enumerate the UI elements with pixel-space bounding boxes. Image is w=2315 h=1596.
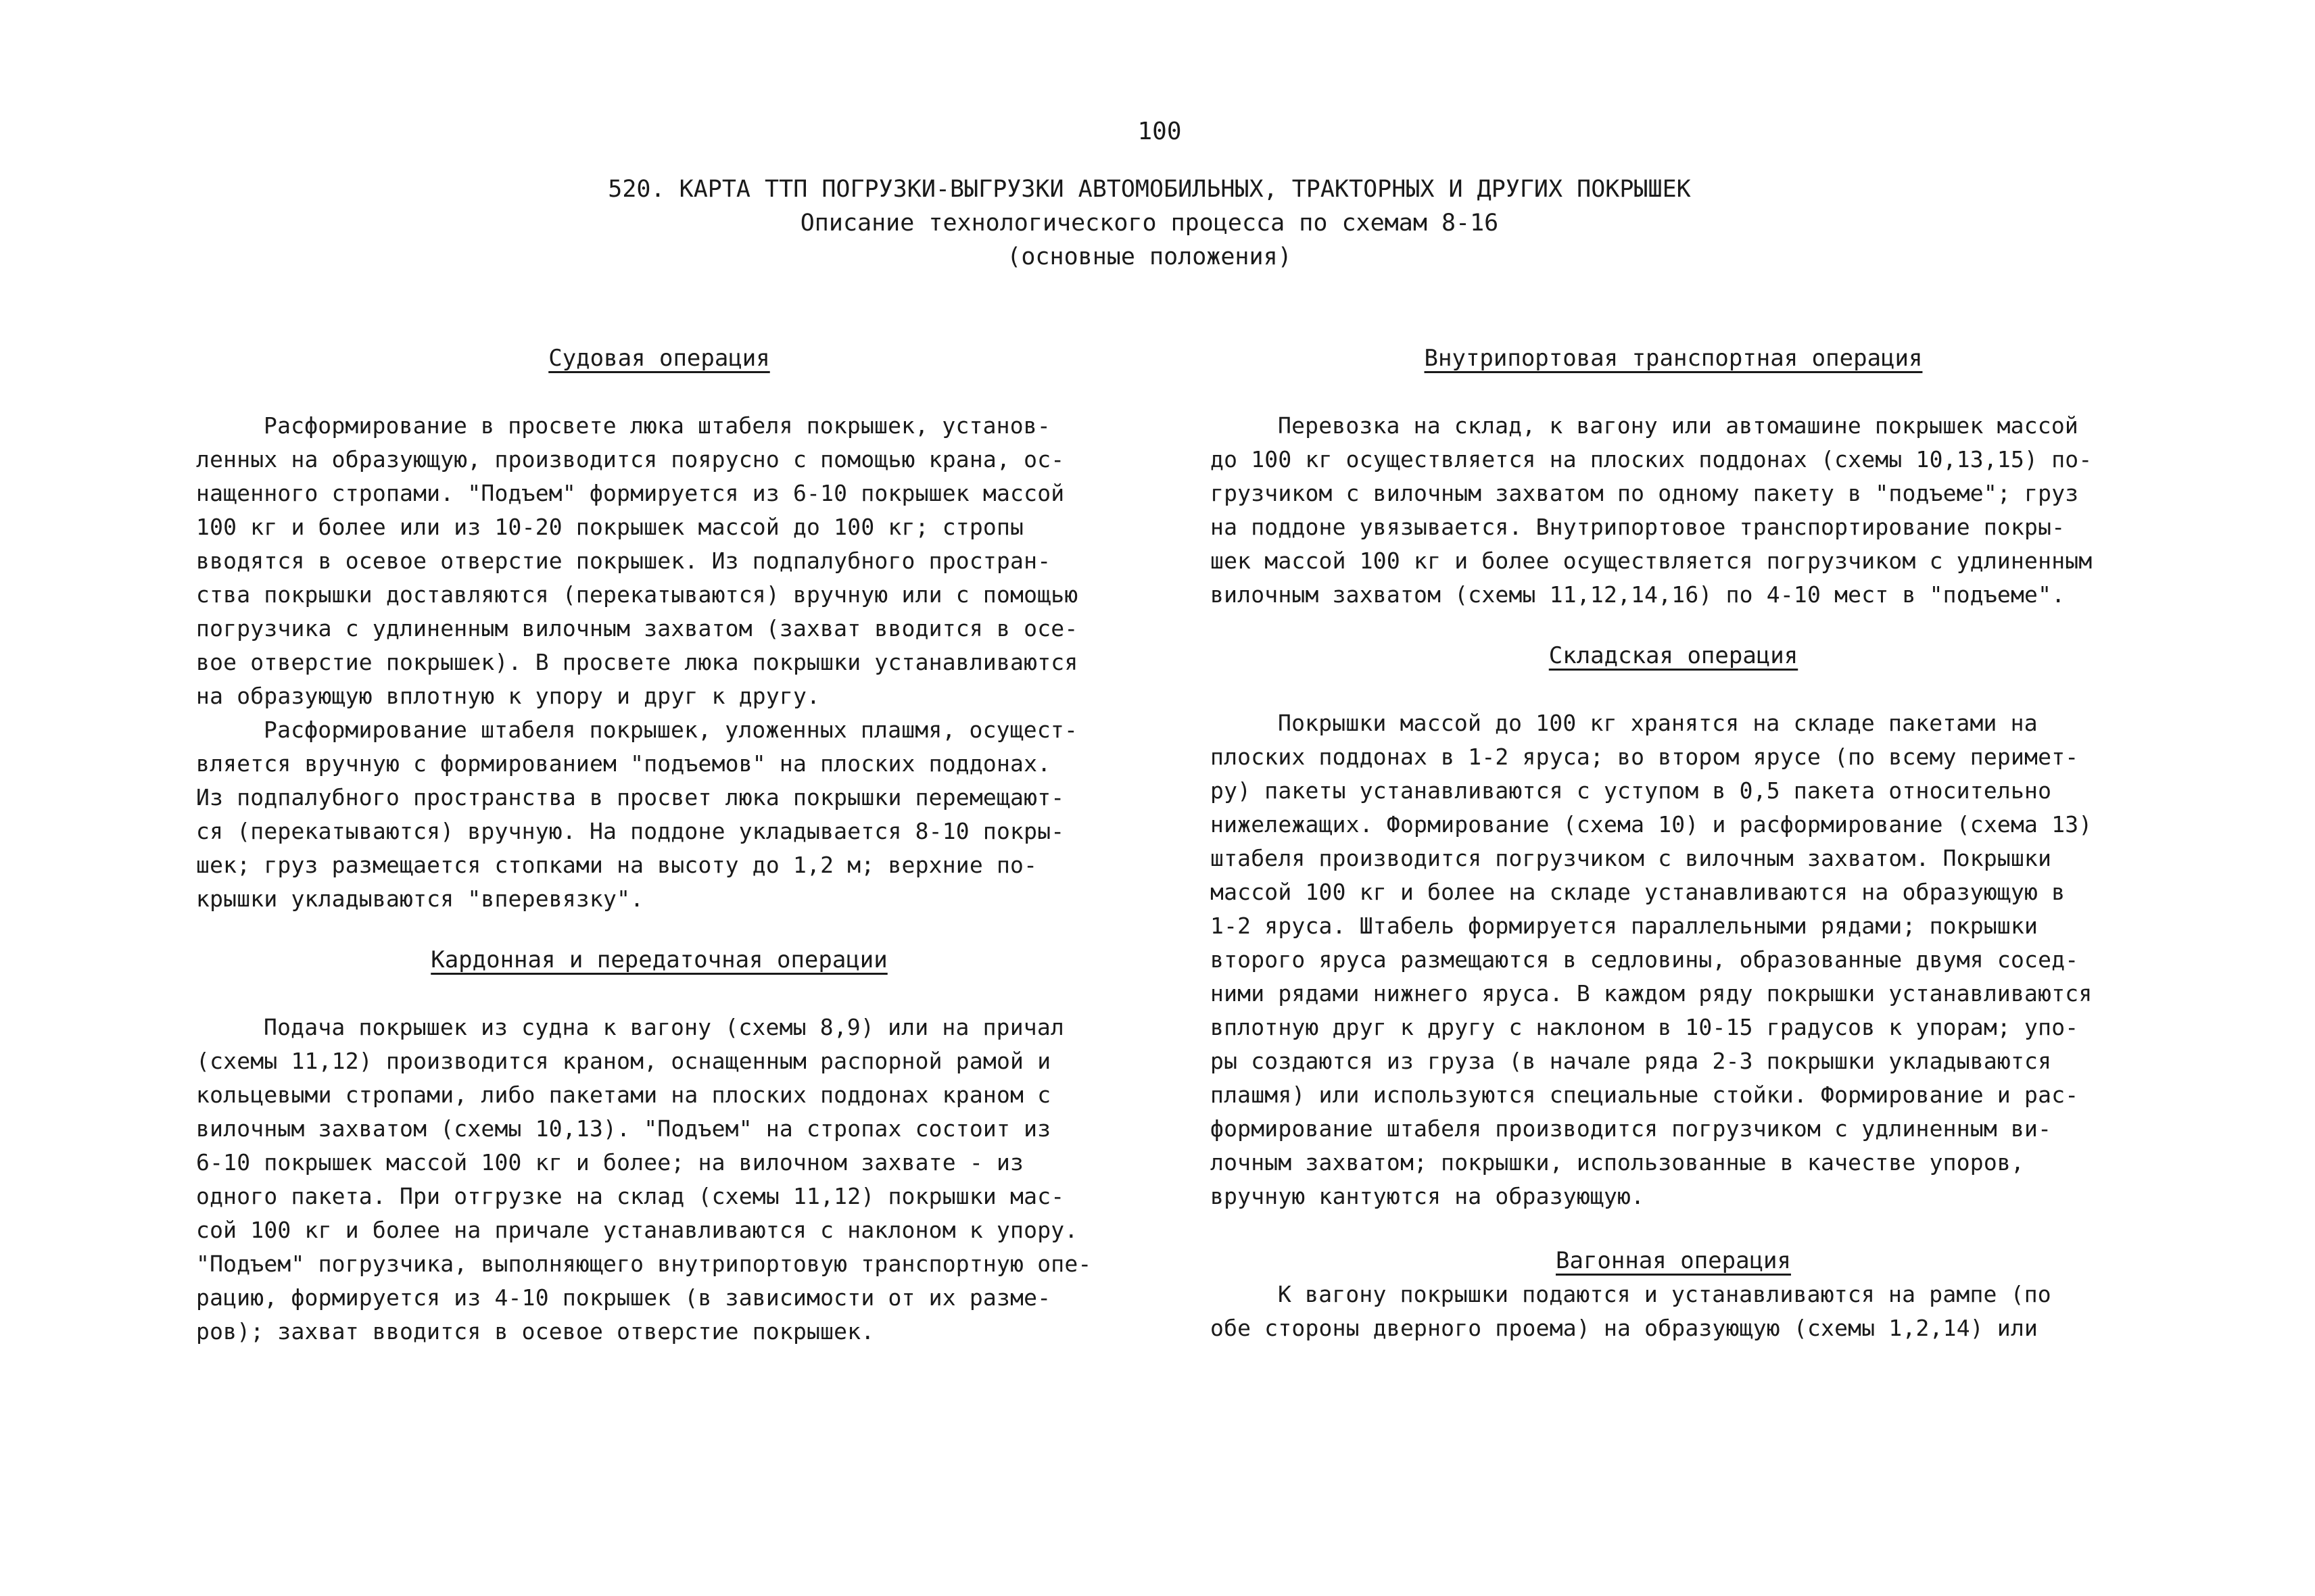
section-heading-warehouse: Складская операция: [1548, 642, 1798, 669]
paragraph-line: вплотную друг к другу с наклоном в 10-15 градусов к упорам; упо-: [1210, 1014, 2079, 1040]
paragraph-line: одного пакета. При отгрузке на склад (схемы 11,12) покрышки мас-: [196, 1183, 1065, 1209]
document-subtitle: Описание технологического процесса по схемам 8-16: [800, 210, 1499, 237]
paragraph-line: Покрышки массой до 100 кг хранятся на складе пакетами на: [1278, 710, 2038, 736]
paragraph-line: лочным захватом; покрышки, использованные в качестве упоров,: [1210, 1149, 2025, 1176]
paragraph-line: кольцевыми стропами, либо пакетами на плоских поддонах краном с: [196, 1082, 1051, 1108]
paragraph-line: нащенного стропами. "Подъем" формируется из 6-10 покрышек массой: [196, 480, 1065, 506]
paragraph-line: сой 100 кг и более на причале устанавливаются с наклоном к упору.: [196, 1217, 1078, 1243]
paragraph-line: ры создаются из груза (в начале ряда 2-3 покрышки укладываются: [1210, 1048, 2052, 1074]
paragraph-line: 1-2 яруса. Штабель формируется параллельными рядами; покрышки: [1210, 913, 2038, 939]
section-heading-transfer: Кардонная и передаточная операции: [431, 946, 888, 973]
paragraph-line: до 100 кг осуществляется на плоских поддонах (схемы 10,13,15) по-: [1210, 446, 2093, 473]
paragraph-line: рацию, формируется из 4-10 покрышек (в зависимости от их разме-: [196, 1284, 1051, 1311]
paragraph-line: вручную кантуются на образующую.: [1210, 1183, 1645, 1209]
paragraph-line: ся (перекатываются) вручную. На поддоне укладывается 8-10 покры-: [196, 818, 1065, 844]
paragraph-line: шек массой 100 кг и более осуществляется погрузчиком с удлиненным: [1210, 548, 2093, 574]
paragraph-line: вое отверстие покрышек). В просвете люка покрышки устанавливаются: [196, 649, 1078, 675]
paragraph-line: вляется вручную с формированием "подъемов" на плоских поддонах.: [196, 750, 1051, 777]
paragraph-line: на образующую вплотную к упору и друг к другу.: [196, 683, 821, 709]
paragraph-line: ленных на образующую, производится поярусно с помощью крана, ос-: [196, 446, 1065, 473]
paragraph-line: погрузчика с удлиненным вилочным захватом (захват вводится в осе-: [196, 615, 1078, 642]
paragraph-line: ру) пакеты устанавливаются с уступом в 0,5 пакета относительно: [1210, 777, 2052, 804]
paragraph-line: ров); захват вводится в осевое отверстие покрышек.: [196, 1318, 875, 1345]
paragraph-line: обе стороны дверного проема) на образующую (схемы 1,2,14) или: [1210, 1315, 2038, 1341]
paragraph-line: ства покрышки доставляются (перекатываются) вручную или с помощью: [196, 581, 1078, 608]
paragraph-line: Расформирование в просвете люка штабеля покрышек, установ-: [264, 412, 1051, 439]
paragraph-line: К вагону покрышки подаются и устанавливаются на рампе (по: [1278, 1281, 2051, 1307]
paragraph-line: (схемы 11,12) производится краном, оснащенным распорной рамой и: [196, 1048, 1051, 1074]
paragraph-line: плашмя) или используются специальные стойки. Формирование и рас-: [1210, 1082, 2079, 1108]
paragraph-line: грузчиком с вилочным захватом по одному пакету в "подъеме"; груз: [1210, 480, 2079, 506]
paragraph-line: Перевозка на склад, к вагону или автомашине покрышек массой: [1278, 412, 2078, 439]
paragraph-line: вилочным захватом (схемы 11,12,14,16) по 4-10 мест в "подъеме".: [1210, 581, 2066, 608]
page-number: 100: [1137, 118, 1182, 145]
document-subtitle-note: (основные положения): [1007, 243, 1292, 270]
paragraph-line: плоских поддонах в 1-2 яруса; во втором ярусе (по всему перимет-: [1210, 744, 2079, 770]
paragraph-line: формирование штабеля производится погрузчиком с удлиненным ви-: [1210, 1115, 2052, 1142]
paragraph-line: второго яруса размещаются в седловины, образованные двумя сосед-: [1210, 946, 2079, 973]
paragraph-line: 100 кг и более или из 10-20 покрышек массой до 100 кг; стропы: [196, 514, 1024, 540]
paragraph-line: на поддоне увязывается. Внутрипортовое транспортирование покры-: [1210, 514, 2066, 540]
section-heading-ship: Судовая операция: [548, 345, 770, 372]
paragraph-line: Подача покрышек из судна к вагону (схемы 8,9) или на причал: [264, 1014, 1064, 1040]
section-heading-wagon: Вагонная операция: [1556, 1247, 1791, 1274]
paragraph-line: Расформирование штабеля покрышек, уложенных плашмя, осущест-: [264, 717, 1078, 743]
paragraph-line: вводятся в осевое отверстие покрышек. Из подпалубного простран-: [196, 548, 1051, 574]
paragraph-line: "Подъем" погрузчика, выполняющего внутрипортовую транспортную опе-: [196, 1251, 1092, 1277]
paragraph-line: крышки укладываются "вперевязку".: [196, 886, 644, 912]
paragraph-line: вилочным захватом (схемы 10,13). "Подъем" на стропах состоит из: [196, 1115, 1051, 1142]
paragraph-line: шек; груз размещается стопками на высоту до 1,2 м; верхние по-: [196, 852, 1038, 878]
paragraph-line: 6-10 покрышек массой 100 кг и более; на вилочном захвате - из: [196, 1149, 1024, 1176]
section-heading-port-transport: Внутрипортовая транспортная операция: [1424, 345, 1923, 372]
paragraph-line: Из подпалубного пространства в просвет люка покрышки перемещают-: [196, 784, 1065, 811]
paragraph-line: ними рядами нижнего яруса. В каждом ряду покрышки устанавливаются: [1210, 980, 2093, 1007]
paragraph-line: нижележащих. Формирование (схема 10) и расформирование (схема 13): [1210, 811, 2093, 838]
paragraph-line: штабеля производится погрузчиком с вилочным захватом. Покрышки: [1210, 845, 2052, 871]
document-title: 520. КАРТА ТТП ПОГРУЗКИ-ВЫГРУЗКИ АВТОМОБИЛЬНЫХ, ТРАКТОРНЫХ И ДРУГИХ ПОКРЫШЕК: [608, 176, 1691, 203]
paragraph-line: массой 100 кг и более на складе устанавливаются на образующую в: [1210, 879, 2066, 905]
